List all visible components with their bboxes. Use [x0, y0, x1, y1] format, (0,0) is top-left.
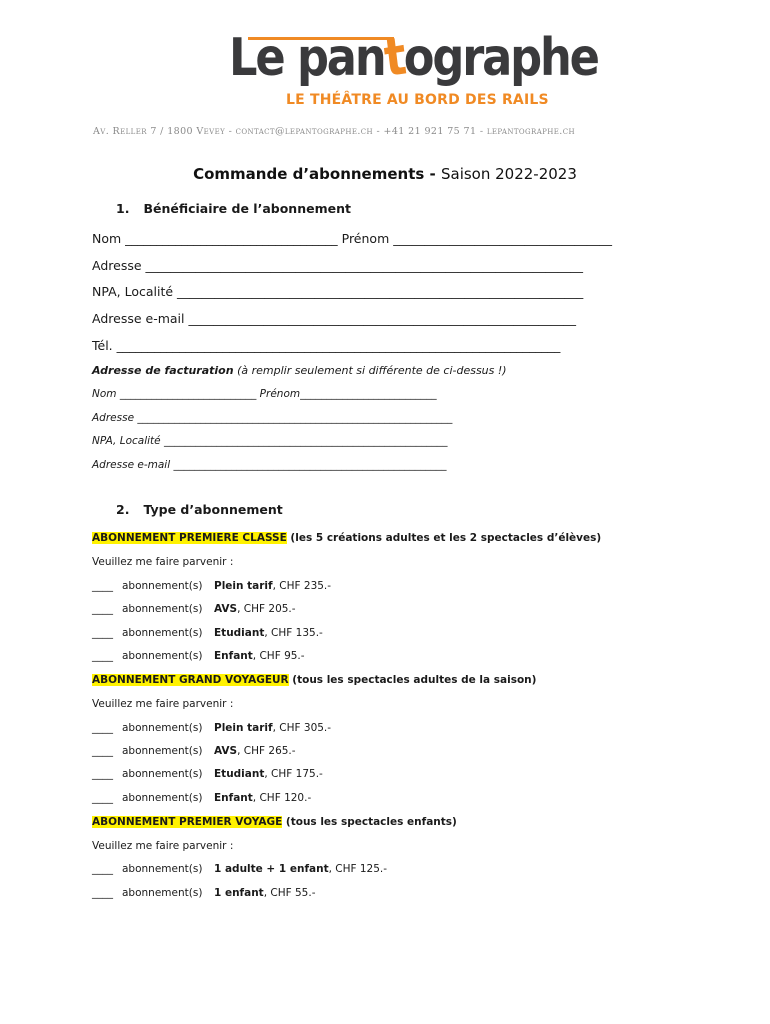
order-line[interactable]: ____ abonnement(s) Enfant, CHF 95.-	[92, 650, 305, 662]
order-line[interactable]: ____ abonnement(s) Etudiant, CHF 135.-	[92, 627, 323, 639]
order-line[interactable]: ____ abonnement(s) AVS, CHF 205.-	[92, 603, 296, 615]
group-intro: Veuillez me faire parvenir :	[92, 698, 234, 710]
group-heading-grand-voyageur: ABONNEMENT GRAND VOYAGEUR (tous les spectacles adultes de la saison)	[92, 674, 537, 686]
order-line[interactable]: ____ abonnement(s) Plein tarif, CHF 305.-	[92, 722, 332, 734]
order-line[interactable]: ____ abonnement(s) 1 enfant, CHF 55.-	[92, 887, 316, 899]
field-tel[interactable]: Tél. _______________________________________________________________________	[92, 338, 561, 353]
logo: Le pantographe	[229, 26, 598, 90]
section-heading-type: 2. Type d’abonnement	[116, 502, 283, 517]
field-nom-prenom[interactable]: Nom __________________________________ Prénom ___________________________________	[92, 231, 612, 246]
group-heading-premier-voyage: ABONNEMENT PREMIER VOYAGE (tous les spectacles enfants)	[92, 816, 457, 828]
field-npa-localite[interactable]: NPA, Localité _________________________________________________________________	[92, 284, 584, 299]
field-adresse[interactable]: Adresse ______________________________________________________________________	[92, 258, 584, 273]
billing-heading: Adresse de facturation (à remplir seulement si différente de ci-dessus !)	[92, 364, 507, 377]
order-line[interactable]: ____ abonnement(s) 1 adulte + 1 enfant, CHF 125.-	[92, 863, 388, 875]
page-title: Commande d’abonnements - Saison 2022-2023	[193, 165, 577, 183]
group-heading-premiere-classe: ABONNEMENT PREMIERE CLASSE (les 5 créations adultes et les 2 spectacles d’élèves)	[92, 532, 602, 544]
contact-address: Av. Reller 7 / 1800 Vevey - contact@lepantographe.ch - +41 21 921 75 71 - lepantographe.ch	[93, 126, 575, 137]
billing-field-email[interactable]: Adresse e-mail ____________________________________________________	[92, 459, 447, 471]
logo-tagline: LE THÉÂTRE AU BORD DES RAILS	[286, 92, 549, 108]
order-line[interactable]: ____ abonnement(s) Plein tarif, CHF 235.-	[92, 580, 332, 592]
order-line[interactable]: ____ abonnement(s) AVS, CHF 265.-	[92, 745, 296, 757]
field-email[interactable]: Adresse e-mail ______________________________________________________________	[92, 311, 576, 326]
billing-field-nom-prenom[interactable]: Nom __________________________ Prénom__________________________	[92, 388, 437, 400]
billing-field-adresse[interactable]: Adresse ____________________________________________________________	[92, 412, 453, 424]
group-intro: Veuillez me faire parvenir :	[92, 556, 234, 568]
section-heading-beneficiary: 1. Bénéficiaire de l’abonnement	[116, 201, 351, 216]
order-line[interactable]: ____ abonnement(s) Etudiant, CHF 175.-	[92, 768, 323, 780]
group-intro: Veuillez me faire parvenir :	[92, 840, 234, 852]
billing-field-npa[interactable]: NPA, Localité ______________________________________________________	[92, 435, 448, 447]
order-line[interactable]: ____ abonnement(s) Enfant, CHF 120.-	[92, 792, 312, 804]
